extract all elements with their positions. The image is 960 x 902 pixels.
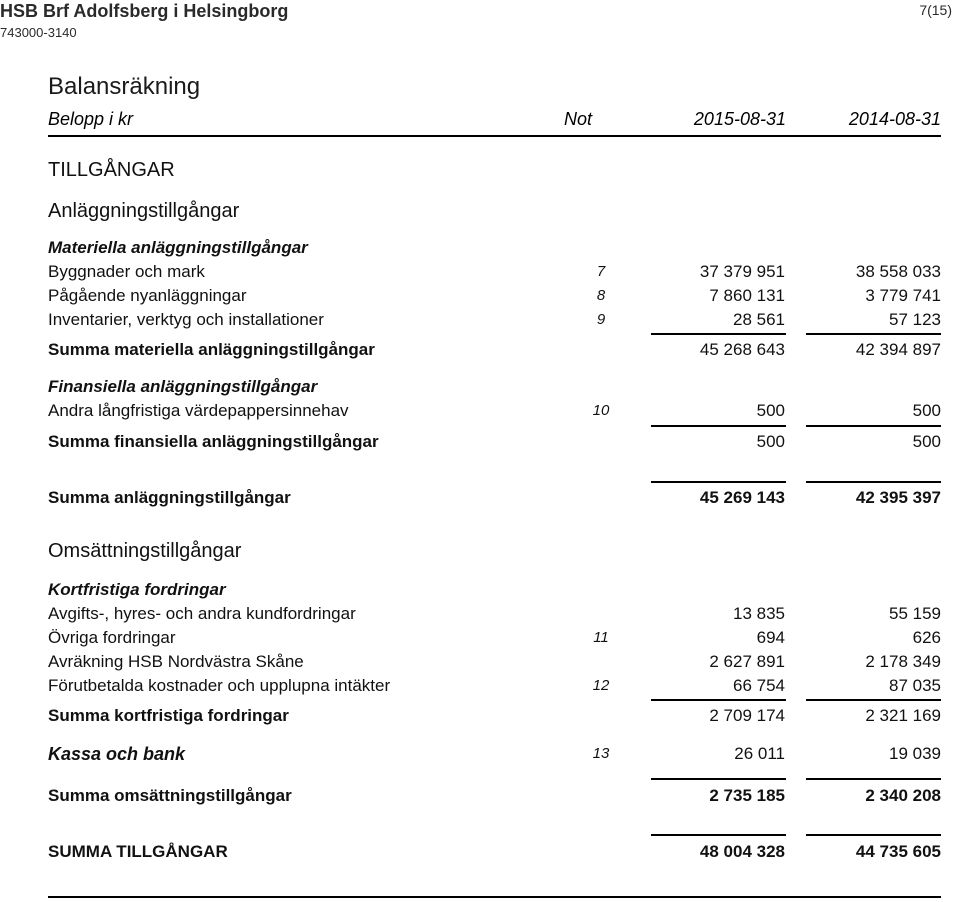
sum-line [651,834,786,836]
column-header-2015: 2015-08-31 [693,109,786,129]
sum-line [651,333,786,335]
value-2015: 48 004 328 [699,842,785,861]
sum-line [806,699,941,701]
row-label: Avgifts-, hyres- och andra kundfordringar [48,604,356,623]
group-heading [48,580,941,604]
row-label: Kassa och bank [48,744,186,764]
table-row [48,401,941,425]
value-2015: 500 [756,401,785,420]
sum-line [651,425,786,427]
column-header-label: Belopp i kr [48,109,134,129]
group-label: Finansiella anläggningstillgångar [48,377,318,396]
subtotal-row [48,432,941,456]
value-2015: 500 [756,432,785,451]
group-heading [48,377,941,401]
table-row [48,262,941,286]
sum-line [651,778,786,780]
value-2015: 28 561 [733,310,785,329]
report-title: Balansräkning [48,73,201,100]
row-label: Pågående nyanläggningar [48,286,247,305]
table-row [48,628,941,652]
value-2014: 2 178 349 [865,652,941,671]
section-label: Omsättningstillgångar [48,540,242,562]
table-row [48,676,941,700]
row-label: Förutbetalda kostnader och upplupna intäkter [48,676,391,695]
row-note: 7 [596,263,606,280]
header-divider [48,135,941,137]
row-label: Byggnader och mark [48,262,205,281]
sum-line [806,333,941,335]
row-label: Summa finansiella anläggningstillgångar [48,432,379,451]
value-2014: 38 558 033 [855,262,941,281]
column-header-2014: 2014-08-31 [848,109,941,129]
column-header-note: Not [564,109,593,129]
row-label: Inventarier, verktyg och installationer [48,310,324,329]
value-2014: 57 123 [889,310,941,329]
value-2015: 2 709 174 [709,706,785,725]
value-2014: 3 779 741 [865,286,941,305]
value-2015: 37 379 951 [699,262,785,281]
row-label: Summa kortfristiga fordringar [48,706,289,725]
row-label: SUMMA TILLGÅNGAR [48,842,228,861]
value-2014: 87 035 [889,676,941,695]
table-row [48,310,941,334]
value-2014: 42 395 397 [855,488,941,507]
value-2014: 500 [912,432,941,451]
section-heading [48,200,941,224]
row-note: 12 [592,677,610,694]
value-2015: 2 627 891 [709,652,785,671]
value-2015: 45 268 643 [699,340,785,359]
footer-divider [48,896,941,898]
sum-line [806,481,941,483]
sum-line [806,425,941,427]
section-label: Anläggningstillgångar [48,200,240,222]
sum-line [806,834,941,836]
table-row [48,744,941,768]
value-2015: 694 [756,628,785,647]
value-2014: 19 039 [889,744,941,763]
table-row [48,652,941,676]
row-note: 8 [596,287,606,304]
value-2014: 44 735 605 [855,842,941,861]
row-label: Avräkning HSB Nordvästra Skåne [48,652,304,671]
total-row [48,488,941,512]
total-row [48,786,941,810]
group-label: Kortfristiga fordringar [48,580,226,599]
row-label: Summa materiella anläggningstillgångar [48,340,375,359]
value-2015: 7 860 131 [709,286,785,305]
value-2015: 13 835 [733,604,785,623]
organization-number: 743000-3140 [0,25,77,40]
value-2014: 500 [912,401,941,420]
value-2014: 42 394 897 [855,340,941,359]
value-2014: 2 340 208 [865,786,941,805]
sum-line [806,778,941,780]
row-label: Summa omsättningstillgångar [48,786,292,805]
value-2015: 45 269 143 [699,488,785,507]
row-label: Andra långfristiga värdepappersinnehav [48,401,349,420]
row-note: 13 [592,745,610,762]
table-row [48,604,941,628]
group-label: Materiella anläggningstillgångar [48,238,308,257]
row-label: Summa anläggningstillgångar [48,488,291,507]
sum-line [651,699,786,701]
group-heading [48,238,941,262]
row-note: 10 [592,402,610,419]
subtotal-row [48,340,941,364]
table-row [48,286,941,310]
value-2014: 626 [912,628,941,647]
value-2015: 66 754 [733,676,785,695]
sum-line [651,481,786,483]
row-note: 9 [596,311,606,328]
section-heading [48,540,941,564]
subtotal-row [48,706,941,730]
value-2014: 55 159 [889,604,941,623]
section-label: TILLGÅNGAR [48,159,175,181]
section-heading [48,159,941,183]
value-2015: 26 011 [734,744,785,763]
organization-name: HSB Brf Adolfsberg i Helsingborg [0,1,289,21]
value-2014: 2 321 169 [865,706,941,725]
page-number: 7(15) [919,2,952,18]
grand-total-row [48,842,941,866]
row-note: 11 [593,629,609,646]
row-label: Övriga fordringar [48,628,176,647]
value-2015: 2 735 185 [709,786,785,805]
